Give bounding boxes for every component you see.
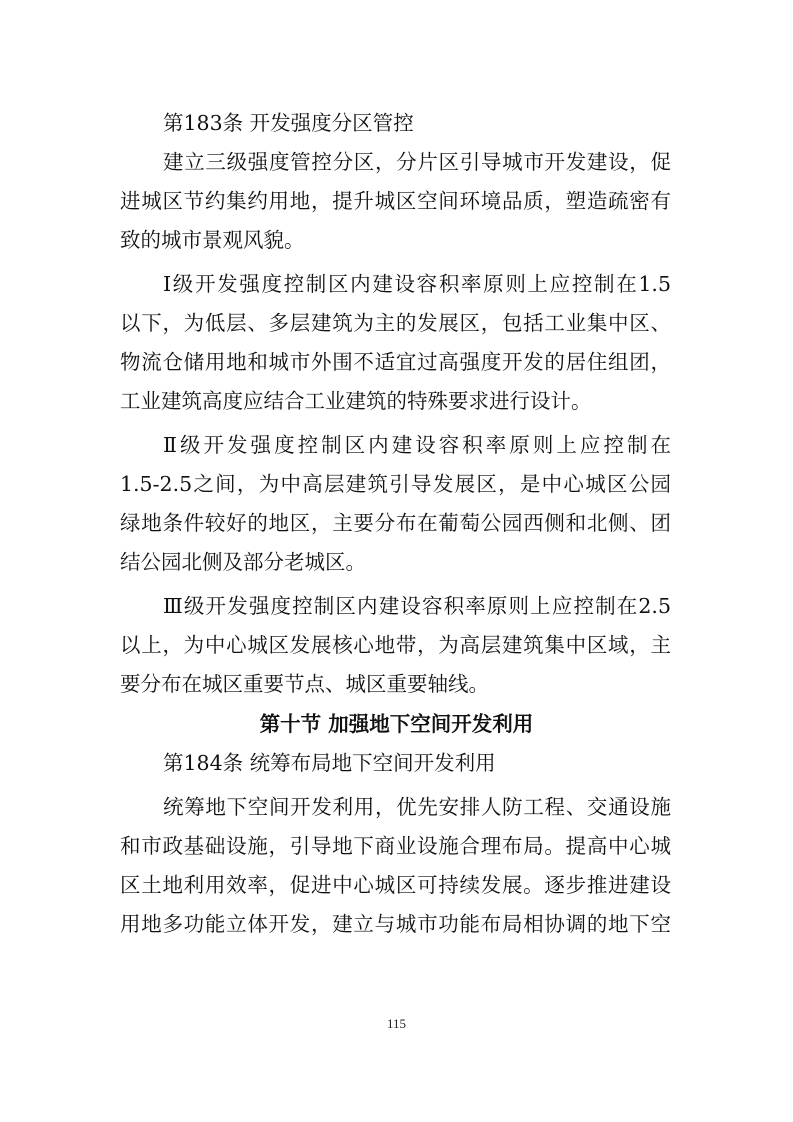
- article-184-title: 第184条 统筹布局地下空间开发利用: [163, 751, 496, 775]
- article-183-title-line: [0, 103, 793, 143]
- paragraph-line: [0, 303, 793, 343]
- article-184-p1-line-1: 统筹地下空间开发利用，优先安排人防工程、交通设施: [163, 795, 671, 819]
- paragraph-line: [0, 503, 793, 543]
- paragraph-line: [0, 865, 793, 905]
- article-183-p1-line-3: 致的城市景观风貌。: [120, 228, 305, 252]
- article-183-p4-line-1: Ⅲ级开发强度控制区内建设容积率原则上应控制在2.5: [163, 594, 671, 618]
- paragraph-line: [0, 381, 793, 421]
- page-number: 115: [386, 1016, 407, 1031]
- article-183-p4-line-3: 要分布在城区重要节点、城区重要轴线。: [120, 672, 489, 696]
- article-184-p1-line-2: 和市政基础设施，引导地下商业设施合理布局。提高中心城: [120, 834, 671, 858]
- paragraph-line: [0, 142, 793, 182]
- paragraph-line: [0, 826, 793, 866]
- article-183-p2-line-2: 以下，为低层、多层建筑为主的发展区，包括工业集中区、: [120, 311, 671, 335]
- paragraph-line: [0, 425, 793, 465]
- article-183-p1-line-1: 建立三级强度管控分区，分片区引导城市开发建设，促: [163, 150, 671, 174]
- article-183-p2-line-4: 工业建筑高度应结合工业建筑的特殊要求进行设计。: [120, 389, 592, 413]
- paragraph-line: [0, 342, 793, 382]
- paragraph-line: [0, 181, 793, 221]
- article-183-p3-line-2: 1.5-2.5之间，为中高层建筑引导发展区，是中心城区公园: [120, 472, 671, 496]
- paragraph-line: [0, 904, 793, 944]
- article-183-p2-line-1: Ⅰ级开发强度控制区内建设容积率原则上应控制在1.5: [163, 272, 671, 296]
- article-183-p4-line-2: 以上，为中心城区发展核心地带，为高层建筑集中区域，主: [120, 633, 671, 657]
- article-183-p2-line-3: 物流仓储用地和城市外围不适宜过高强度开发的居住组团，: [120, 350, 671, 374]
- section-10-title: 第十节 加强地下空间开发利用: [259, 712, 534, 736]
- article-184-title-line: [0, 743, 793, 783]
- paragraph-line: [0, 542, 793, 582]
- section-10-title-line: [0, 704, 793, 744]
- paragraph-line: [0, 664, 793, 704]
- article-183-p3-line-3: 绿地条件较好的地区，主要分布在葡萄公园西侧和北侧、团: [120, 511, 671, 535]
- paragraph-line: [0, 625, 793, 665]
- article-183-p1-line-2: 进城区节约集约用地，提升城区空间环境品质，塑造疏密有: [120, 189, 671, 213]
- paragraph-line: [0, 586, 793, 626]
- paragraph-line: [0, 464, 793, 504]
- article-183-p3-line-1: Ⅱ级开发强度控制区内建设容积率原则上应控制在: [163, 433, 671, 457]
- article-183-title: 第183条 开发强度分区管控: [163, 111, 414, 135]
- paragraph-line: [0, 787, 793, 827]
- article-184-p1-line-4: 用地多功能立体开发，建立与城市功能布局相协调的地下空: [120, 912, 671, 936]
- paragraph-line: [0, 220, 793, 260]
- article-184-p1-line-3: 区土地利用效率，促进中心城区可持续发展。逐步推进建设: [120, 873, 671, 897]
- paragraph-line: [0, 264, 793, 304]
- article-183-p3-line-4: 结公园北侧及部分老城区。: [120, 550, 366, 574]
